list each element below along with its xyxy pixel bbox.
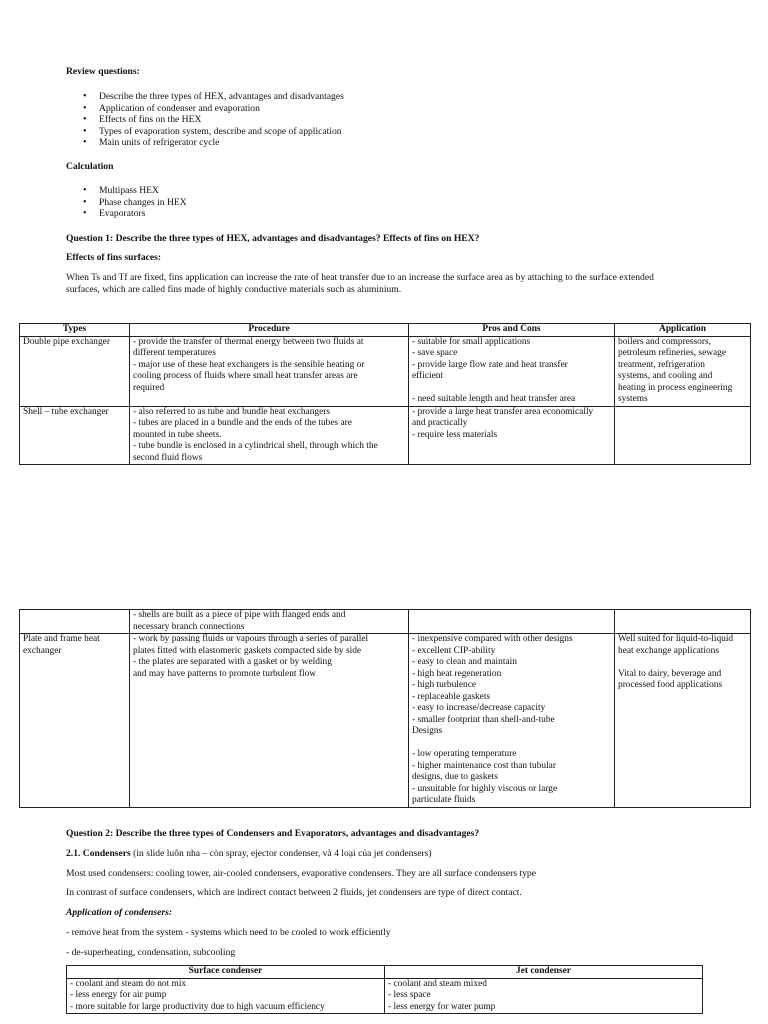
cell-line: petroleum refineries, sewage: [618, 348, 727, 358]
cell-line: - save space: [412, 348, 458, 358]
cell-line: required: [133, 382, 165, 393]
list-item: • Types of evaporation system, describe and scope of application: [66, 126, 344, 138]
table-header-row: [67, 966, 703, 979]
paragraph: - remove heat from the system - systems which need to be cooled to work efficiently: [66, 927, 391, 938]
cell-line: exchanger: [23, 645, 62, 656]
cell-line: - work by passing fluids or vapours through a series of parallel: [133, 634, 369, 644]
cell-line: - coolant and steam mixed: [388, 978, 487, 989]
table-header-row: [20, 324, 751, 337]
condensers-subheading: [66, 848, 432, 860]
table-row: [20, 336, 751, 406]
cell-line: - provide large flow rate and heat transfer: [412, 359, 568, 370]
fins-paragraph-line-1: When Ts and Tf are fixed, fins application can increase the rate of heat transfer due to an increase the surface area as by attaching to the surface extended: [66, 272, 654, 283]
cell-line: heating in process engineering: [618, 382, 733, 393]
pros-cons-cell: [409, 634, 615, 808]
cell-line: - higher maintenance cost than tubular: [412, 760, 556, 771]
calculation-list: [66, 185, 187, 220]
cell-line: - tubes are placed in a bundle and the ends of the tubes are: [133, 418, 352, 428]
cell-line: - also referred to as tube and bundle heat exchangers: [133, 406, 331, 417]
type-text: Shell – tube exchanger: [23, 406, 109, 417]
pros-cons-cell: [409, 610, 615, 634]
condenser-comparison-table: [66, 965, 703, 1014]
header-jet-condenser: Jet condenser: [385, 966, 703, 979]
jet-condenser-cell: [385, 978, 703, 1014]
cell-line: heat exchange applications: [618, 645, 719, 656]
cell-line: - tube bundle is enclosed in a cylindrical shell, through which the: [133, 441, 378, 451]
cell-line: - inexpensive compared with other designs: [412, 634, 573, 644]
cell-line: - the plates are separated with a gasket or by welding: [133, 657, 332, 667]
cell-line: Plate and frame heat: [23, 634, 100, 644]
cell-line: and may have patterns to promote turbulent flow: [133, 668, 317, 679]
cell-line: - more suitable for large productivity due to high vacuum efficiency: [70, 1001, 325, 1012]
header-pros-cons: Pros and Cons: [409, 324, 615, 337]
cell-line: - unsuitable for highly viscous or large: [412, 783, 558, 794]
cell-line: necessary branch connections: [133, 621, 245, 632]
cell-line: efficient: [412, 371, 444, 381]
type-cell: [20, 406, 130, 465]
header-application: Application: [615, 324, 751, 337]
condensers-note: (in slide luôn nha – còn spray, ejector condenser, và 4 loại của jet condensers): [130, 848, 432, 859]
procedure-cell: [130, 406, 409, 465]
procedure-cell: [130, 610, 409, 634]
header-procedure: Procedure: [130, 324, 409, 337]
type-cell: [20, 634, 130, 808]
question-2-heading: Question 2: Describe the three types of Condensers and Evaporators, advantages and disadvantages?: [66, 828, 480, 839]
cell-line: - high turbulence: [412, 680, 477, 690]
cell-line: [618, 657, 747, 669]
cell-line: - easy to increase/decrease capacity: [412, 703, 546, 713]
cell-line: systems, and cooling and: [618, 371, 713, 381]
cell-line: - low operating temperature: [412, 749, 517, 759]
paragraph: In contrast of surface condensers, which are indirect contact between 2 fluids, jet condensers are type of direct contact.: [66, 887, 522, 898]
cell-line: - coolant and steam do not mix: [70, 978, 187, 989]
type-cell: [20, 610, 130, 634]
header-types: Types: [20, 324, 130, 337]
application-heading: Application of condensers:: [66, 907, 173, 918]
table-row: [20, 406, 751, 465]
cell-line: - major use of these heat exchangers is the sensible heating or: [133, 359, 365, 370]
list-item: • Main units of refrigerator cycle: [66, 137, 344, 149]
cell-line: - require less materials: [412, 429, 498, 440]
fins-heading: Effects of fins surfaces:: [66, 252, 162, 263]
application-cell: [615, 406, 751, 465]
cell-line: Well suited for liquid-to-liquid: [618, 634, 734, 644]
calculation-heading: Calculation: [66, 161, 114, 172]
application-cell: [615, 634, 751, 808]
cell-line: treatment, refrigeration: [618, 359, 705, 370]
cell-line: different temperatures: [133, 348, 216, 358]
hex-types-table: [19, 323, 751, 465]
cell-line: [412, 738, 611, 750]
condensers-title: 2.1. Condensers: [66, 848, 131, 859]
type-text: Double pipe exchanger: [23, 336, 110, 347]
surface-condenser-cell: [67, 978, 385, 1014]
cell-line: plates fitted with elastomeric gaskets compacted side by side: [133, 645, 362, 656]
cell-line: - need suitable length and heat transfer area: [412, 394, 576, 404]
list-item: • Evaporators: [66, 208, 187, 220]
cell-line: - smaller footprint than shell-and-tube: [412, 714, 555, 725]
cell-line: boilers and compressors,: [618, 336, 711, 347]
pros-cons-cell: [409, 336, 615, 406]
type-cell: [20, 336, 130, 406]
list-item: • Multipass HEX: [66, 185, 187, 197]
cell-line: - provide the transfer of thermal energy between two fluids at: [133, 336, 364, 347]
cell-line: - less space: [388, 990, 431, 1000]
hex-types-table-continued: [19, 609, 751, 808]
paragraph: - de-superheating, condensation, subcooling: [66, 947, 236, 958]
question-1-heading: Question 1: Describe the three types of HEX, advantages and disadvantages? Effects of fins on HEX?: [66, 233, 480, 244]
paragraph: Most used condensers: cooling tower, air-cooled condensers, evaporative condensers. They are all surface condensers type: [66, 868, 536, 879]
cell-line: cooling process of fluids where small heat transfer areas are: [133, 371, 358, 381]
cell-line: - replaceable gaskets: [412, 691, 491, 702]
cell-line: systems: [618, 394, 648, 404]
review-list: [66, 91, 344, 149]
list-item: • Describe the three types of HEX, advantages and disadvantages: [66, 91, 344, 103]
list-item: • Phase changes in HEX: [66, 197, 187, 209]
pros-cons-cell: [409, 406, 615, 465]
cell-line: - provide a large heat transfer area economically: [412, 406, 594, 417]
cell-line: - excellent CIP-ability: [412, 645, 496, 656]
cell-line: particulate fluids: [412, 795, 476, 805]
cell-line: - shells are built as a piece of pipe with flanged ends and: [133, 610, 346, 620]
cell-line: and practically: [412, 418, 468, 428]
procedure-cell: [130, 634, 409, 808]
table-row: [20, 634, 751, 808]
cell-line: - suitable for small applications: [412, 336, 531, 347]
cell-line: - less energy for water pump: [388, 1001, 496, 1012]
application-cell: [615, 610, 751, 634]
table-row: [67, 978, 703, 1014]
list-item: • Effects of fins on the HEX: [66, 114, 344, 126]
cell-line: [412, 383, 611, 395]
fins-paragraph-line-2: surfaces, which are called fins made of highly conductive materials such as aluminium.: [66, 284, 402, 295]
list-item: • Application of condenser and evaporation: [66, 103, 344, 115]
cell-line: second fluid flows: [133, 452, 203, 463]
review-heading: Review questions:: [66, 66, 140, 77]
procedure-cell: [130, 336, 409, 406]
cell-line: mounted in tube sheets.: [133, 429, 222, 440]
application-cell: [615, 336, 751, 406]
table-row: [20, 610, 751, 634]
cell-line: - less energy for air pump: [70, 990, 167, 1000]
cell-line: processed food applications: [618, 680, 723, 690]
cell-line: - easy to clean and maintain: [412, 657, 517, 667]
cell-line: designs, due to gaskets: [412, 772, 498, 782]
cell-line: - high heat regeneration: [412, 668, 502, 679]
cell-line: Vital to dairy, beverage and: [618, 668, 722, 679]
header-surface-condenser: Surface condenser: [67, 966, 385, 979]
cell-line: Designs: [412, 726, 443, 736]
